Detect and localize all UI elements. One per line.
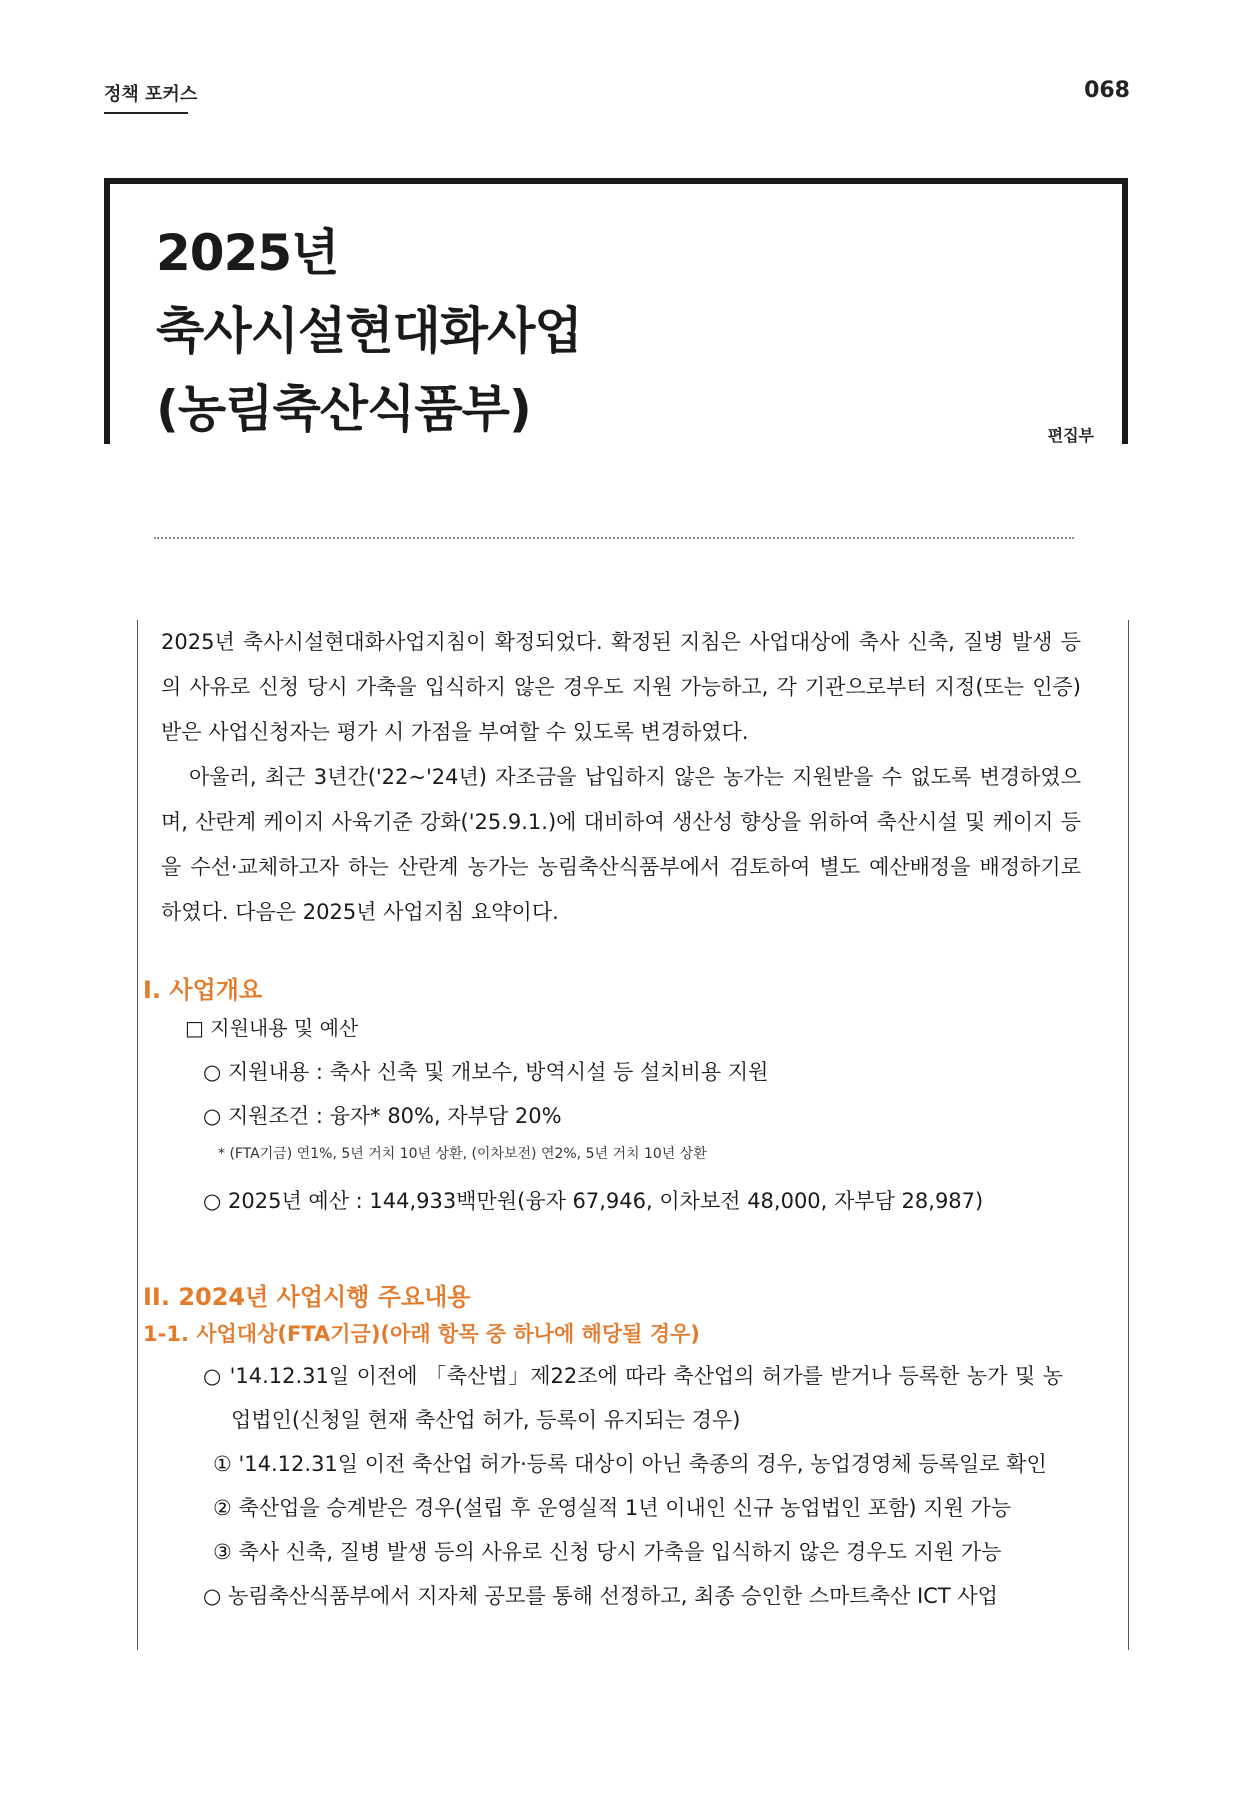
intro-paragraph-2: 아울러, 최근 3년간('22~'24년) 자조금을 납입하지 않은 농가는 지원받을 수 없도록 변경하였으며, 산란계 케이지 사육기준 강화('25.9.1.)에 대비하여 생산성 향상을 위하여 축산시설 및 케이지 등을 수선·교체하고자 하는 산란계 농가는 농림축산식품부에서 검토하여 별도 예산배정을 배정하기로 하였다. 다음은 2025년 사업지침 요약이다. — [161, 765, 1081, 924]
section-2-sub-2: ② 축산업을 승계받은 경우(설립 후 운영실적 1년 이내인 신규 농업법인 포함) 지원 가능 — [213, 1496, 1012, 1520]
section-2-sub-3: ③ 축사 신축, 질병 발생 등의 사유로 신청 당시 가축을 입식하지 않은 경우도 지원 가능 — [213, 1540, 1002, 1564]
section-underline — [104, 112, 188, 114]
author-label: 편집부 — [1047, 426, 1094, 445]
intro-text — [161, 620, 1081, 935]
section-2-item-2: ○ 농림축산식품부에서 지자체 공모를 통해 선정하고, 최종 승인한 스마트축산 ICT 사업 — [203, 1584, 998, 1608]
section-2-subtitle: 1-1. 사업대상(FTA기금)(아래 항목 중 하나에 해당될 경우) — [143, 1322, 700, 1346]
article-title — [156, 214, 582, 448]
title-frame — [104, 178, 1128, 444]
intro-paragraph-1: 2025년 축사시설현대화사업지침이 확정되었다. 확정된 지침은 사업대상에 축사 신축, 질병 발생 등의 사유로 신청 당시 가축을 입식하지 않은 경우도 지원 가능하고, 각 기관으로부터 지정(또는 인증)받은 사업신청자는 평가 시 가점을 부여할 수 있도록 변경하였다. — [161, 630, 1081, 744]
section-1-item-3: ○ 2025년 예산 : 144,933백만원(융자 67,946, 이차보전 48,000, 자부담 28,987) — [203, 1189, 984, 1213]
section-1-item-2: ○ 지원조건 : 융자* 80%, 자부담 20% — [203, 1104, 562, 1128]
section-1-item-1: ○ 지원내용 : 축사 신축 및 개보수, 방역시설 등 설치비용 지원 — [203, 1060, 769, 1084]
section-2-sub-1: ① '14.12.31일 이전 축산업 허가·등록 대상이 아닌 축종의 경우, 농업경영체 등록일로 확인 — [213, 1452, 1047, 1476]
page-number: 068 — [1084, 78, 1130, 103]
section-2-title: II. 2024년 사업시행 주요내용 — [143, 1283, 471, 1311]
section-2-item-1-line-1: ○ '14.12.31일 이전에 「축산법」제22조에 따라 축산업의 허가를 받거나 등록한 농가 및 농 — [203, 1364, 1063, 1388]
section-1-title: I. 사업개요 — [143, 976, 263, 1004]
body-frame — [137, 620, 1129, 1650]
section-2-item-1-line-2: 업법인(신청일 현재 축산업 허가, 등록이 유지되는 경우) — [231, 1408, 741, 1432]
title-line-1: 2025년 — [156, 224, 339, 282]
title-line-3: (농림축산식품부) — [156, 380, 531, 438]
title-line-2: 축사시설현대화사업 — [156, 302, 582, 360]
footnote: * (FTA기금) 연1%, 5년 거치 10년 상환, (이차보전) 연2%, 5년 거치 10년 상환 — [218, 1146, 707, 1162]
section-label: 정책 포커스 — [104, 84, 198, 105]
box-item: □ 지원내용 및 예산 — [185, 1016, 359, 1040]
dotted-divider — [154, 537, 1074, 539]
